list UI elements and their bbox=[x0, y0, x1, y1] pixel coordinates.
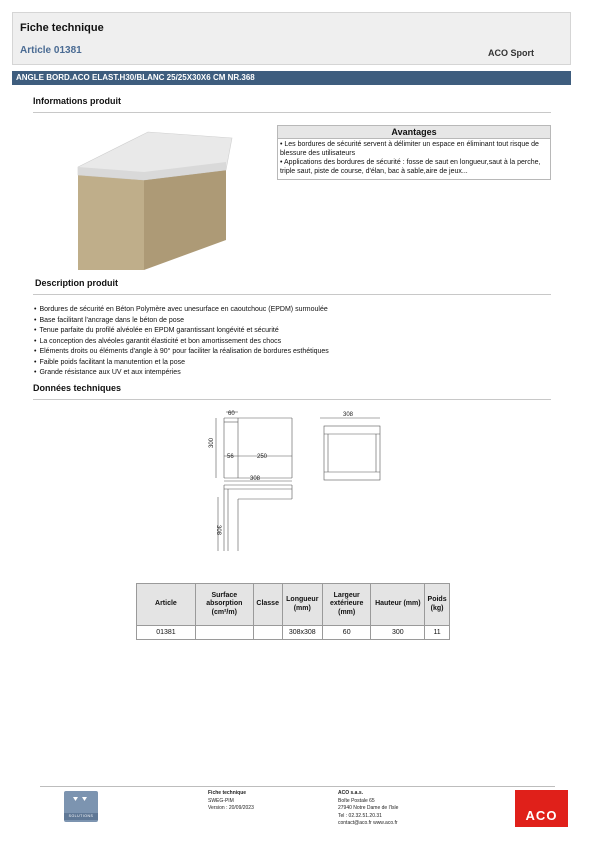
description-item: • Bordures de sécurité en Béton Polymère avec unesurface en caoutchouc (EPDM) surmoulée bbox=[34, 305, 329, 316]
header-brand: ACO Sport bbox=[488, 48, 534, 58]
spec-table bbox=[136, 583, 450, 640]
product-face-left bbox=[78, 175, 144, 270]
drawing-section-view bbox=[210, 406, 300, 484]
cell-largeur: 60 bbox=[322, 626, 371, 640]
footer-col-document bbox=[208, 790, 254, 813]
footer-doc-source: SWEG-PIM bbox=[208, 797, 234, 804]
advantages-box bbox=[277, 125, 551, 180]
description-item: • Base facilitant l'ancrage dans le béton de pose bbox=[34, 316, 329, 327]
description-item: • La conception des alvéoles garantit élasticité et bon amortissement des chocs bbox=[34, 337, 329, 348]
aco-logo-text: ACO bbox=[525, 808, 558, 823]
product-image bbox=[76, 130, 236, 272]
aco-logo bbox=[515, 790, 568, 827]
dim-308-plan: 308 bbox=[250, 476, 261, 482]
footer-col-company bbox=[338, 790, 398, 828]
cell-article: 01381 bbox=[137, 626, 196, 640]
col-header-largeur: Largeur extérieure (mm) bbox=[322, 584, 371, 626]
footer-company-phone: Tel : 02.32.51.20.31 bbox=[338, 812, 382, 819]
col-header-article: Article bbox=[137, 584, 196, 626]
description-item: • Faible poids facilitant la manutention et la pose bbox=[34, 358, 329, 369]
drawing-side-view bbox=[316, 406, 386, 484]
col-header-longueur: Longueur (mm) bbox=[282, 584, 322, 626]
description-list bbox=[34, 305, 329, 379]
header-title: Fiche technique bbox=[20, 22, 104, 34]
header-box bbox=[12, 12, 571, 65]
advantages-body bbox=[278, 139, 550, 176]
product-title-bar: ANGLE BORD.ACO ELAST.H30/BLANC 25/25X30X6 CM NR.368 bbox=[12, 71, 571, 85]
cell-longueur: 308x308 bbox=[282, 626, 322, 640]
dim-300: 300 bbox=[209, 437, 215, 448]
description-item: • Tenue parfaite du profilé alvéolée en EPDM garantissant longévité et sécurité bbox=[34, 326, 329, 337]
dim-308-side: 308 bbox=[215, 525, 221, 536]
description-item: • Grande résistance aux UV et aux intempéries bbox=[34, 368, 329, 379]
header-article-number: Article 01381 bbox=[20, 45, 82, 56]
drawing-plan-view bbox=[210, 475, 300, 555]
col-header-classe: Classe bbox=[253, 584, 282, 626]
col-header-poids: Poids (kg) bbox=[425, 584, 450, 626]
section-title-technical: Données techniques bbox=[33, 383, 122, 393]
footer-company-po: Boîte Postale 65 bbox=[338, 797, 375, 804]
product-face-right bbox=[144, 170, 226, 270]
description-item: • Eléments droits ou éléments d'angle à 90° pour faciliter la réalisation de bordures esthétiques bbox=[34, 347, 329, 358]
col-header-hauteur: Hauteur (mm) bbox=[371, 584, 425, 626]
table-header-row bbox=[137, 584, 450, 626]
cell-classe bbox=[253, 626, 282, 640]
footer-company-contact[interactable]: contact@aco.fr www.aco.fr bbox=[338, 820, 398, 826]
section-rule-info bbox=[33, 112, 551, 113]
footer-company-name: ACO s.a.s. bbox=[338, 790, 364, 796]
dim-308-top: 308 bbox=[343, 412, 354, 418]
table-row bbox=[137, 626, 450, 640]
cell-surface bbox=[195, 626, 253, 640]
section-rule-description bbox=[33, 294, 551, 295]
footer-company-address: 27940 Notre Dame de l'Isle bbox=[338, 805, 399, 811]
footer-logo-text: SOLUTIONS bbox=[68, 814, 94, 818]
footer-doc-type: Fiche technique bbox=[208, 790, 247, 796]
advantage-item: • Applications des bordures de sécurité : fosse de saut en longueur,saut à la perche, triple saut, piste de course, d'élan, bac à sable,aire de jeux... bbox=[280, 159, 541, 175]
dim-250: 250 bbox=[257, 454, 268, 460]
footer-rule bbox=[40, 786, 555, 787]
dim-56: 56 bbox=[227, 454, 234, 460]
section-rule-technical bbox=[33, 399, 551, 400]
cell-poids: 11 bbox=[425, 626, 450, 640]
section-title-description: Description produit bbox=[35, 278, 118, 288]
advantages-heading: Avantages bbox=[278, 126, 550, 139]
cell-hauteur: 300 bbox=[371, 626, 425, 640]
col-header-surface: Surface absorption (cm²/m) bbox=[195, 584, 253, 626]
footer-doc-version: Version : 20/09/2023 bbox=[208, 805, 254, 811]
footer-left-logo bbox=[64, 791, 98, 822]
section-title-info: Informations produit bbox=[33, 96, 121, 106]
advantage-item: • Les bordures de sécurité servent à délimiter un espace en éliminant tout risque de blessure des utilisateurs bbox=[280, 141, 539, 157]
dim-60: 60 bbox=[228, 411, 235, 417]
